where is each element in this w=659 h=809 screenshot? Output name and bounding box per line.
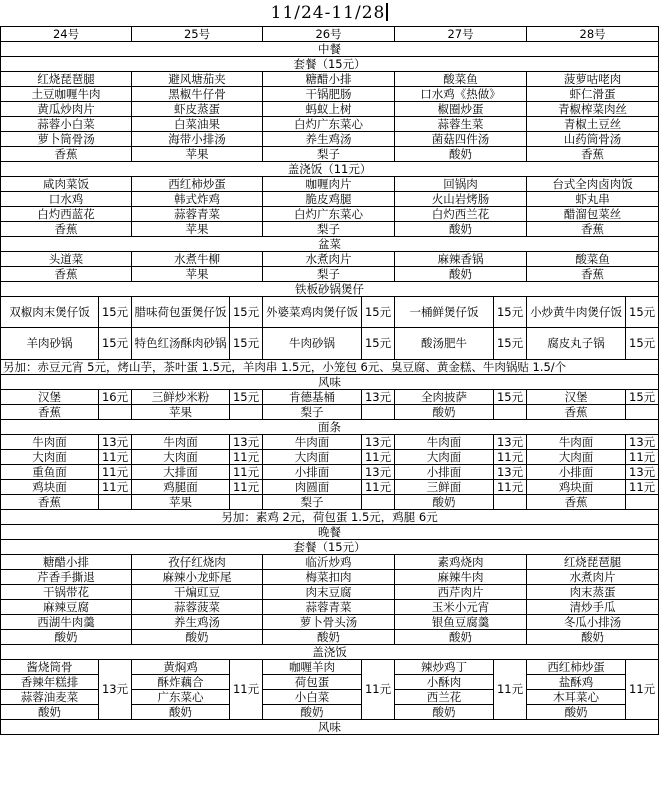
table-row (1, 645, 659, 660)
dish-cell: 大肉面 (395, 450, 494, 465)
price-cell: 11元 (494, 450, 527, 465)
dish-cell: 头道菜 (1, 252, 132, 267)
dish-cell: 脆皮鸡腿 (263, 192, 395, 207)
dish-cell: 全肉披萨 (395, 390, 494, 405)
dish-cell: 汉堡 (1, 390, 99, 405)
dish-cell: 鸡腿面 (132, 480, 230, 495)
dish-cell: 大肉面 (527, 450, 626, 465)
dish-cell: 牛肉面 (263, 435, 362, 450)
price-cell (626, 405, 659, 420)
dish-cell: 冬瓜小排汤 (527, 615, 659, 630)
price-cell: 15元 (230, 328, 263, 360)
dish-cell: 小白菜 (263, 690, 362, 705)
price-cell (99, 495, 132, 510)
dish-cell: 酸奶 (263, 705, 362, 720)
dish-cell: 黄瓜炒肉片 (1, 102, 132, 117)
dish-cell: 酸奶 (395, 495, 494, 510)
dish-cell: 白灼西兰花 (395, 207, 527, 222)
table-row (1, 525, 659, 540)
dish-cell: 水煮牛柳 (132, 252, 263, 267)
dish-cell: 清炒手瓜 (527, 600, 659, 615)
price-cell: 15元 (230, 390, 263, 405)
dish-cell: 养生鸡汤 (132, 615, 263, 630)
dish-cell: 腊味荷包蛋煲仔饭 (132, 297, 230, 328)
price-cell: 11元 (362, 480, 395, 495)
dish-cell: 酸奶 (132, 705, 230, 720)
table-row (1, 132, 659, 147)
dish-cell: 梨子 (263, 495, 362, 510)
price-cell: 11元 (99, 465, 132, 480)
dish-cell: 白灼西蓝花 (1, 207, 132, 222)
table-row (1, 570, 659, 585)
dish-cell: 蒜蓉小白菜 (1, 117, 132, 132)
dish-cell: 三鲜面 (395, 480, 494, 495)
dish-cell: 梨子 (263, 147, 395, 162)
day-header: 28号 (527, 27, 659, 42)
flavor-header: 风味 (1, 375, 659, 390)
dish-cell: 椒圈炒蛋 (395, 102, 527, 117)
price-cell: 11元 (230, 660, 263, 720)
table-row (1, 237, 659, 252)
table-row (1, 615, 659, 630)
table-row (1, 162, 659, 177)
dish-cell: 玉米小元宵 (395, 600, 527, 615)
table-row (1, 465, 659, 480)
menu-table (0, 26, 659, 735)
price-cell (99, 405, 132, 420)
dish-cell: 青椒榨菜肉丝 (527, 102, 659, 117)
dish-cell: 一桶鲜煲仔饭 (395, 297, 494, 328)
dish-cell: 酥炸藕合 (132, 675, 230, 690)
dish-cell: 酸奶 (1, 630, 132, 645)
price-cell: 11元 (494, 660, 527, 720)
table-row (1, 192, 659, 207)
dish-cell: 台式全肉卤肉饭 (527, 177, 659, 192)
dish-cell: 芹香手撕退 (1, 570, 132, 585)
price-cell: 11元 (230, 465, 263, 480)
table-row (1, 42, 659, 57)
day-header: 26号 (263, 27, 395, 42)
dish-cell: 酸奶 (1, 705, 99, 720)
dish-cell: 红烧琵琶腿 (1, 72, 132, 87)
price-cell: 11元 (230, 480, 263, 495)
dish-cell: 青椒土豆丝 (527, 117, 659, 132)
dish-cell: 临沂炒鸡 (263, 555, 395, 570)
price-cell: 15元 (494, 390, 527, 405)
dish-cell: 苹果 (132, 222, 263, 237)
table-row (1, 660, 659, 675)
dish-cell: 酸奶 (395, 267, 527, 282)
table-row (1, 630, 659, 645)
table-row (1, 405, 659, 420)
day-header: 24号 (1, 27, 132, 42)
dish-cell: 三鲜炒米粉 (132, 390, 230, 405)
dish-cell: 牛肉面 (395, 435, 494, 450)
dish-cell: 酸菜鱼 (527, 252, 659, 267)
dish-cell: 盐酥鸡 (527, 675, 626, 690)
price-cell: 11元 (626, 450, 659, 465)
dish-cell: 蒜蓉菠菜 (132, 600, 263, 615)
dish-cell: 咖喱肉片 (263, 177, 395, 192)
price-cell: 15元 (99, 297, 132, 328)
dish-cell: 酸奶 (395, 405, 494, 420)
price-cell: 11元 (494, 480, 527, 495)
dish-cell: 大排面 (132, 465, 230, 480)
dish-cell: 酸奶 (527, 630, 659, 645)
price-cell (626, 495, 659, 510)
dish-cell: 蒜蓉青菜 (263, 600, 395, 615)
dish-cell: 酸汤肥牛 (395, 328, 494, 360)
dish-cell: 菌菇四件汤 (395, 132, 527, 147)
price-cell (494, 405, 527, 420)
dish-cell: 广东菜心 (132, 690, 230, 705)
dish-cell: 蚂蚁上树 (263, 102, 395, 117)
rice-header: 盖浇饭 (1, 645, 659, 660)
dish-cell: 避风塘茄夹 (132, 72, 263, 87)
price-cell: 11元 (626, 480, 659, 495)
price-cell: 15元 (99, 328, 132, 360)
dish-cell: 白灼广东菜心 (263, 207, 395, 222)
dish-cell: 香蕉 (1, 222, 132, 237)
dish-cell: 酸奶 (527, 705, 626, 720)
dish-cell: 香蕉 (527, 222, 659, 237)
set-meal-header: 套餐（15元） (1, 540, 659, 555)
price-cell: 13元 (494, 465, 527, 480)
dish-cell: 醋溜包菜丝 (527, 207, 659, 222)
table-row (1, 87, 659, 102)
dish-cell: 菠萝咕咾肉 (527, 72, 659, 87)
dish-cell: 梅菜扣肉 (263, 570, 395, 585)
dish-cell: 肉圆面 (263, 480, 362, 495)
dish-cell: 酸奶 (395, 147, 527, 162)
dish-cell: 干煸豇豆 (132, 585, 263, 600)
price-cell: 11元 (362, 450, 395, 465)
extras-note: 另加：素鸡 2元，荷包蛋 1.5元，鸡腿 6元 (1, 510, 659, 525)
dish-cell: 肉末蒸蛋 (527, 585, 659, 600)
dish-cell: 回锅肉 (395, 177, 527, 192)
dish-cell: 苹果 (132, 267, 263, 282)
dish-cell: 水煮肉片 (263, 252, 395, 267)
table-row (1, 267, 659, 282)
dish-cell: 木耳菜心 (527, 690, 626, 705)
dish-cell: 西芹肉片 (395, 585, 527, 600)
table-row (1, 375, 659, 390)
dish-cell: 牛肉面 (132, 435, 230, 450)
table-row (1, 207, 659, 222)
table-row (1, 222, 659, 237)
dish-cell: 香蕉 (1, 405, 99, 420)
dish-cell: 蒜蓉油麦菜 (1, 690, 99, 705)
price-cell: 15元 (362, 328, 395, 360)
price-cell: 13元 (99, 435, 132, 450)
table-row (1, 72, 659, 87)
price-cell: 15元 (494, 297, 527, 328)
dish-cell: 口水鸡《热做》 (395, 87, 527, 102)
dish-cell: 西红柿炒蛋 (132, 177, 263, 192)
price-cell: 13元 (99, 660, 132, 720)
price-cell: 11元 (99, 480, 132, 495)
price-cell: 11元 (99, 450, 132, 465)
dish-cell: 香蕉 (527, 405, 626, 420)
dish-cell: 虾丸串 (527, 192, 659, 207)
dish-cell: 酸奶 (132, 630, 263, 645)
rice-header: 盖浇饭（11元） (1, 162, 659, 177)
price-cell (230, 495, 263, 510)
dish-cell: 干锅肥肠 (263, 87, 395, 102)
dish-cell: 酸奶 (395, 630, 527, 645)
table-row (1, 585, 659, 600)
price-cell: 13元 (362, 390, 395, 405)
dish-cell: 酸奶 (395, 705, 494, 720)
price-cell: 13元 (626, 465, 659, 480)
dish-cell: 牛肉面 (1, 435, 99, 450)
dish-cell: 苹果 (132, 495, 230, 510)
dish-cell: 韩式炸鸡 (132, 192, 263, 207)
price-cell (362, 405, 395, 420)
table-row (1, 600, 659, 615)
table-row (1, 450, 659, 465)
dish-cell: 麻辣豆腐 (1, 600, 132, 615)
dish-cell: 辣炒鸡丁 (395, 660, 494, 675)
dish-cell: 蒜蓉青菜 (132, 207, 263, 222)
dish-cell: 酸菜鱼 (395, 72, 527, 87)
dish-cell: 酸奶 (395, 222, 527, 237)
price-cell: 11元 (230, 450, 263, 465)
dish-cell: 大肉面 (1, 450, 99, 465)
noodle-header: 面条 (1, 420, 659, 435)
flavor-header: 风味 (1, 720, 659, 735)
bowl-header: 盆菜 (1, 237, 659, 252)
price-cell: 13元 (494, 435, 527, 450)
dish-cell: 大肉面 (132, 450, 230, 465)
dish-cell: 水煮肉片 (527, 570, 659, 585)
table-row (1, 147, 659, 162)
dish-cell: 重鱼面 (1, 465, 99, 480)
extras-note: 另加：赤豆元宵 5元，烤山芋，茶叶蛋 1.5元，羊肉串 1.5元，小笼包 6元、臭豆腐、黄金糕、牛肉锅贴 1.5/个 (1, 360, 659, 375)
dish-cell: 银鱼豆腐羹 (395, 615, 527, 630)
dish-cell: 酱烧筒骨 (1, 660, 99, 675)
dish-cell: 土豆咖喱牛肉 (1, 87, 132, 102)
table-row (1, 480, 659, 495)
dish-cell: 肯德基桶 (263, 390, 362, 405)
table-row (1, 555, 659, 570)
dish-cell: 糖醋小排 (263, 72, 395, 87)
table-row (1, 495, 659, 510)
dish-cell: 西湖牛肉羹 (1, 615, 132, 630)
dish-cell: 双椒肉末煲仔饭 (1, 297, 99, 328)
dish-cell: 黑椒牛仔骨 (132, 87, 263, 102)
dish-cell: 羊肉砂锅 (1, 328, 99, 360)
dish-cell: 小酥肉 (395, 675, 494, 690)
price-cell: 15元 (362, 297, 395, 328)
table-row (1, 510, 659, 525)
table-row (1, 297, 659, 328)
dish-cell: 香蕉 (527, 267, 659, 282)
dish-cell: 小排面 (395, 465, 494, 480)
table-row (1, 282, 659, 297)
dish-cell: 山药筒骨汤 (527, 132, 659, 147)
price-cell: 15元 (494, 328, 527, 360)
table-row (1, 390, 659, 405)
price-cell (230, 405, 263, 420)
table-row (1, 435, 659, 450)
table-row (1, 420, 659, 435)
dish-cell: 腐皮丸子锅 (527, 328, 626, 360)
table-row (1, 177, 659, 192)
table-row (1, 328, 659, 360)
dish-cell: 香蕉 (1, 495, 99, 510)
dish-cell: 红烧琵琶腿 (527, 555, 659, 570)
dish-cell: 咸肉菜饭 (1, 177, 132, 192)
dish-cell: 特色红汤酥肉砂锅 (132, 328, 230, 360)
dish-cell: 白菜油果 (132, 117, 263, 132)
table-row (1, 720, 659, 735)
table-row (1, 117, 659, 132)
day-header: 27号 (395, 27, 527, 42)
price-cell: 15元 (230, 297, 263, 328)
dish-cell: 肉末豆腐 (263, 585, 395, 600)
day-header: 25号 (132, 27, 263, 42)
price-cell: 13元 (230, 435, 263, 450)
pot-header: 铁板砂锅煲仔 (1, 282, 659, 297)
dish-cell: 酸奶 (263, 630, 395, 645)
dish-cell: 小排面 (527, 465, 626, 480)
price-cell: 13元 (362, 435, 395, 450)
price-cell (362, 495, 395, 510)
text-cursor (386, 3, 388, 21)
dish-cell: 麻辣牛肉 (395, 570, 527, 585)
dish-cell: 素鸡烧肉 (395, 555, 527, 570)
dish-cell: 西红柿炒蛋 (527, 660, 626, 675)
price-cell: 15元 (626, 328, 659, 360)
dish-cell: 麻辣小龙虾尾 (132, 570, 263, 585)
dish-cell: 虾仁滑蛋 (527, 87, 659, 102)
dish-cell: 香辣年糕排 (1, 675, 99, 690)
table-row (1, 102, 659, 117)
dish-cell: 小炒黄牛肉煲仔饭 (527, 297, 626, 328)
dish-cell: 梨子 (263, 405, 362, 420)
dish-cell: 香蕉 (527, 495, 626, 510)
menu-title: 11/24-11/28 (0, 0, 659, 26)
table-row (1, 252, 659, 267)
dish-cell: 大肉面 (263, 450, 362, 465)
price-cell: 11元 (626, 660, 659, 720)
table-row (1, 540, 659, 555)
dish-cell: 小排面 (263, 465, 362, 480)
price-cell: 15元 (626, 297, 659, 328)
price-cell: 13元 (626, 435, 659, 450)
table-row (1, 57, 659, 72)
dish-cell: 火山岩烤肠 (395, 192, 527, 207)
dish-cell: 苹果 (132, 147, 263, 162)
dish-cell: 鸡块面 (527, 480, 626, 495)
dish-cell: 口水鸡 (1, 192, 132, 207)
dish-cell: 外婆菜鸡肉煲仔饭 (263, 297, 362, 328)
dish-cell: 黄焖鸡 (132, 660, 230, 675)
dish-cell: 汉堡 (527, 390, 626, 405)
dish-cell: 糖醋小排 (1, 555, 132, 570)
lunch-header: 中餐 (1, 42, 659, 57)
dish-cell: 香蕉 (527, 147, 659, 162)
dish-cell: 萝卜骨头汤 (263, 615, 395, 630)
price-cell: 13元 (362, 465, 395, 480)
table-row (1, 360, 659, 375)
dish-cell: 鸡块面 (1, 480, 99, 495)
dish-cell: 白灼广东菜心 (263, 117, 395, 132)
dish-cell: 海带小排汤 (132, 132, 263, 147)
table-row (1, 27, 659, 42)
dish-cell: 养生鸡汤 (263, 132, 395, 147)
dish-cell: 咖喱羊肉 (263, 660, 362, 675)
dish-cell: 梨子 (263, 267, 395, 282)
dish-cell: 虾皮蒸蛋 (132, 102, 263, 117)
price-cell: 15元 (626, 390, 659, 405)
dish-cell: 蒜蓉生菜 (395, 117, 527, 132)
dish-cell: 西兰花 (395, 690, 494, 705)
dish-cell: 孜仔红烧肉 (132, 555, 263, 570)
price-cell: 11元 (362, 660, 395, 720)
price-cell: 16元 (99, 390, 132, 405)
set-meal-header: 套餐（15元） (1, 57, 659, 72)
dish-cell: 荷包蛋 (263, 675, 362, 690)
dish-cell: 麻辣香锅 (395, 252, 527, 267)
dish-cell: 苹果 (132, 405, 230, 420)
dish-cell: 萝卜筒骨汤 (1, 132, 132, 147)
dish-cell: 香蕉 (1, 147, 132, 162)
dish-cell: 牛肉面 (527, 435, 626, 450)
dinner-header: 晚餐 (1, 525, 659, 540)
dish-cell: 牛肉砂锅 (263, 328, 362, 360)
dish-cell: 梨子 (263, 222, 395, 237)
price-cell (494, 495, 527, 510)
dish-cell: 干锅带花 (1, 585, 132, 600)
dish-cell: 香蕉 (1, 267, 132, 282)
